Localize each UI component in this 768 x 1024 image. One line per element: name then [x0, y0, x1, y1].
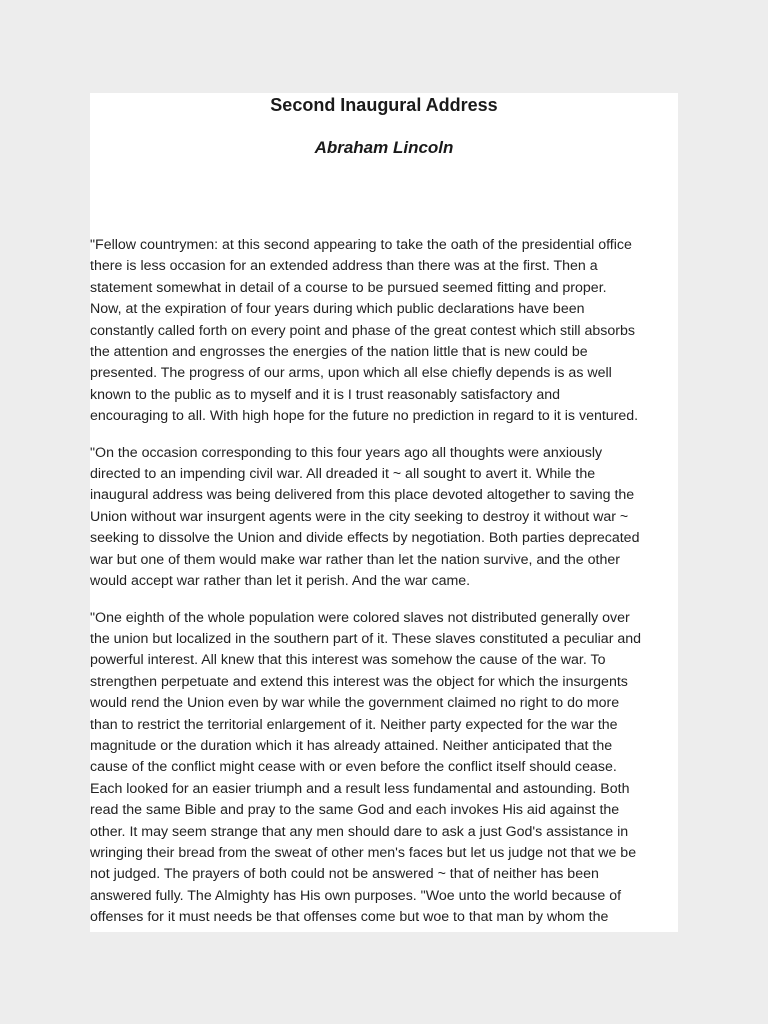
text-line: Union without war insurgent agents were in the city seeking to destroy it without war ~ [90, 508, 629, 525]
text-line: read the same Bible and pray to the same God and each invokes His aid against the [90, 802, 620, 819]
text-line: wringing their bread from the sweat of other men's faces but let us judge not that we be [90, 844, 637, 861]
document-body [90, 235, 678, 932]
text-line: not judged. The prayers of both could not be answered ~ that of neither has been [90, 866, 599, 883]
text-line: offenses for it must needs be that offenses come but woe to that man by whom the [90, 909, 609, 926]
text-line: than to restrict the territorial enlargement of it. Neither party expected for the war the [90, 716, 618, 733]
text-line: would accept war rather than let it perish. And the war came. [90, 573, 471, 590]
text-line: there is less occasion for an extended address than there was at the first. Then a [90, 258, 598, 275]
text-line: "One eighth of the whole population were colored slaves not distributed generally over [90, 609, 630, 626]
text-line: presented. The progress of our arms, upon which all else chiefly depends is as well [90, 365, 612, 382]
text-line: inaugural address was being delivered from this place devoted altogether to saving the [90, 487, 635, 504]
text-line: would rend the Union even by war while the government claimed no right to do more [90, 695, 620, 712]
text-line: the union but localized in the southern part of it. These slaves constituted a peculiar and [90, 630, 642, 647]
text-line: other. It may seem strange that any men should dare to ask a just God's assistance in [90, 823, 629, 840]
text-line: war but one of them would make war rather than let the nation survive, and the other [90, 551, 620, 568]
document-page [90, 93, 678, 932]
text-line: statement somewhat in detail of a course to be pursued seemed fitting and proper. [90, 279, 607, 296]
text-line: Now, at the expiration of four years during which public declarations have been [90, 301, 585, 318]
text-line: magnitude or the duration which it has already attained. Neither anticipated that the [90, 737, 613, 754]
text-line: strengthen perpetuate and extend this interest was the object for which the insurgents [90, 673, 628, 690]
text-line: the attention and engrosses the energies of the nation little that is new could be [90, 344, 588, 361]
text-line: "On the occasion corresponding to this four years ago all thoughts were anxiously [90, 444, 603, 461]
text-line: directed to an impending civil war. All dreaded it ~ all sought to avert it. While the [90, 466, 596, 483]
text-line: "Fellow countrymen: at this second appearing to take the oath of the presidential office [90, 237, 632, 253]
text-line: encouraging to all. With high hope for the future no prediction in regard to it is ventured. [90, 408, 639, 425]
text-line: Each looked for an easier triumph and a result less fundamental and astounding. Both [90, 780, 630, 797]
paragraph-3 [90, 608, 678, 929]
document-author: Abraham Lincoln [314, 138, 454, 157]
text-line: answered fully. The Almighty has His own purposes. "Woe unto the world because of [90, 887, 622, 904]
text-line: cause of the conflict might cease with or even before the conflict itself should cease. [90, 759, 617, 776]
text-line: seeking to dissolve the Union and divide effects by negotiation. Both parties deprecated [90, 530, 640, 547]
text-line: constantly called forth on every point and phase of the great contest which still absorbs [90, 322, 635, 339]
document-title: Second Inaugural Address [270, 95, 498, 115]
text-line: known to the public as to myself and it is I trust reasonably satisfactory and [90, 386, 560, 403]
paragraph-2 [90, 443, 678, 593]
paragraph-1 [90, 235, 678, 428]
text-line: powerful interest. All knew that this interest was somehow the cause of the war. To [90, 652, 606, 669]
